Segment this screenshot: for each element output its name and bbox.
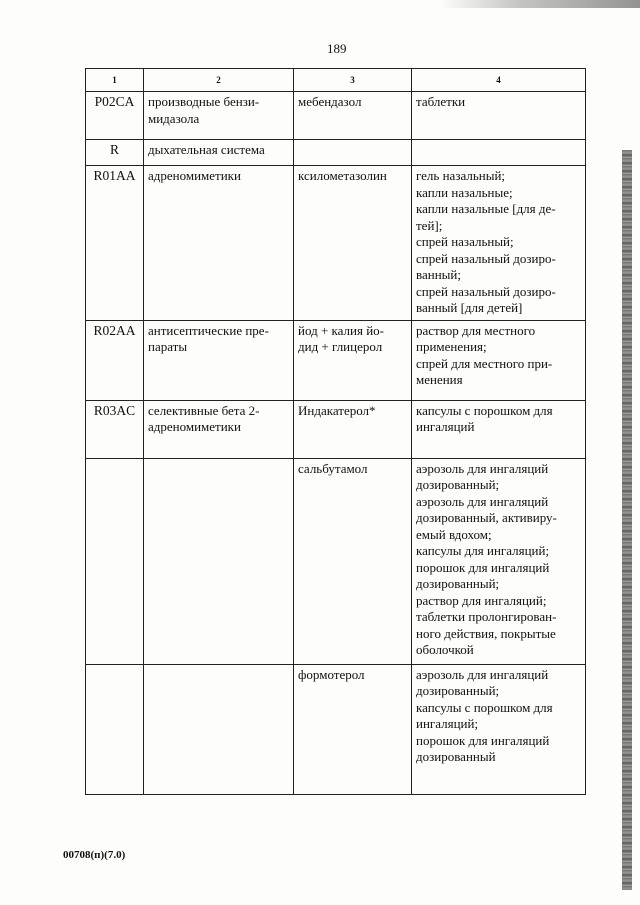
cell-line: гель назальный;	[416, 168, 506, 183]
cell-line: ингаляций;	[416, 716, 479, 731]
table-header-row	[86, 69, 586, 92]
cell-line: дид + глицерол	[298, 339, 383, 354]
cell-line: дозированный;	[416, 683, 500, 698]
cell-line: емый вдохом;	[416, 526, 492, 542]
cell-line: аэрозоль для ингаляций	[416, 666, 549, 682]
table-row	[86, 92, 586, 140]
cell-line: ингаляций	[416, 419, 475, 434]
dosage-form-cell	[412, 92, 586, 140]
substance-cell	[294, 92, 412, 140]
atc-code-cell	[86, 664, 144, 794]
atc-code-cell	[86, 458, 144, 664]
cell-line: мидазола	[148, 110, 200, 126]
column-header-3: 3	[294, 69, 412, 92]
column-header-1: 1	[86, 69, 144, 92]
cell-line: менения	[416, 372, 463, 387]
group-cell	[144, 140, 294, 166]
cell-line: селективные бета 2-	[148, 402, 260, 418]
atc-code-cell: R01AA	[86, 166, 144, 321]
cell-line: тей];	[416, 217, 443, 233]
group-cell	[144, 92, 294, 140]
group-cell	[144, 458, 294, 664]
table-row	[86, 400, 586, 458]
table-row	[86, 320, 586, 400]
cell-line: адреномиметики	[148, 419, 241, 434]
group-cell	[144, 166, 294, 321]
scan-artifact-top	[440, 0, 640, 8]
cell-line: спрей для местного при-	[416, 355, 553, 371]
cell-line: адреномиметики	[148, 168, 241, 183]
substance-cell	[294, 400, 412, 458]
table-row	[86, 458, 586, 664]
cell-line: порошок для ингаляций	[416, 732, 550, 748]
substance-cell	[294, 320, 412, 400]
cell-line: йод + калия йо-	[298, 322, 384, 338]
cell-line: капсулы с порошком для	[416, 699, 553, 715]
cell-line: раствор для ингаляций;	[416, 592, 547, 608]
cell-line: ванный [для детей]	[416, 300, 523, 315]
dosage-form-cell	[412, 664, 586, 794]
column-header-2: 2	[144, 69, 294, 92]
substance-cell	[294, 140, 412, 166]
cell-line: дозированный	[416, 749, 496, 764]
cell-line: ванный;	[416, 267, 461, 282]
cell-line: применения;	[416, 339, 487, 354]
group-cell	[144, 320, 294, 400]
dosage-form-cell	[412, 320, 586, 400]
substance-cell	[294, 458, 412, 664]
cell-line: аэрозоль для ингаляций	[416, 460, 549, 476]
cell-line: раствор для местного	[416, 322, 536, 338]
atc-code-cell: R	[86, 140, 144, 166]
cell-line: дозированный;	[416, 576, 500, 591]
cell-line: ного действия, покрытые	[416, 625, 556, 641]
cell-line: спрей назальный дозиро-	[416, 283, 556, 299]
cell-line: таблетки	[416, 94, 466, 109]
dosage-form-cell	[412, 140, 586, 166]
table-row	[86, 166, 586, 321]
cell-line: сальбутамол	[298, 460, 368, 476]
substance-cell	[294, 166, 412, 321]
cell-line: антисептические пре-	[148, 322, 269, 338]
table-row	[86, 664, 586, 794]
cell-line: таблетки пролонгирован-	[416, 609, 557, 624]
group-cell	[144, 664, 294, 794]
cell-line: спрей назальный дозиро-	[416, 250, 556, 266]
cell-line: капли назальные [для де-	[416, 201, 556, 216]
cell-line: дозированный;	[416, 477, 500, 492]
dosage-form-cell	[412, 166, 586, 321]
cell-line: аэрозоль для ингаляций	[416, 493, 549, 509]
cell-line: дозированный, активиру-	[416, 510, 557, 525]
column-header-4: 4	[412, 69, 586, 92]
scan-artifact-edge	[622, 150, 632, 890]
page-number: 189	[327, 41, 347, 56]
dosage-form-cell	[412, 400, 586, 458]
cell-line: спрей назальный;	[416, 234, 514, 249]
cell-line: формотерол	[298, 666, 365, 682]
cell-line: капсулы с порошком для	[416, 402, 553, 418]
cell-line: оболочкой	[416, 642, 474, 657]
atc-code-cell: R03AC	[86, 400, 144, 458]
table-row	[86, 140, 586, 166]
atc-code-cell: R02AA	[86, 320, 144, 400]
cell-line: мебендазол	[298, 94, 362, 109]
cell-line: капсулы для ингаляций;	[416, 543, 550, 558]
cell-line: капли назальные;	[416, 184, 513, 200]
substance-cell	[294, 664, 412, 794]
drug-table	[85, 68, 586, 795]
cell-line: дыхательная система	[148, 142, 265, 157]
cell-line: ксилометазолин	[298, 168, 387, 183]
cell-line: Индакатерол*	[298, 402, 376, 418]
cell-line: производные бензи-	[148, 94, 260, 109]
group-cell	[144, 400, 294, 458]
cell-line: параты	[148, 339, 188, 354]
document-code: 00708(п)(7.0)	[63, 849, 126, 861]
atc-code-cell: P02CA	[86, 92, 144, 140]
dosage-form-cell	[412, 458, 586, 664]
cell-line: порошок для ингаляций	[416, 559, 550, 575]
